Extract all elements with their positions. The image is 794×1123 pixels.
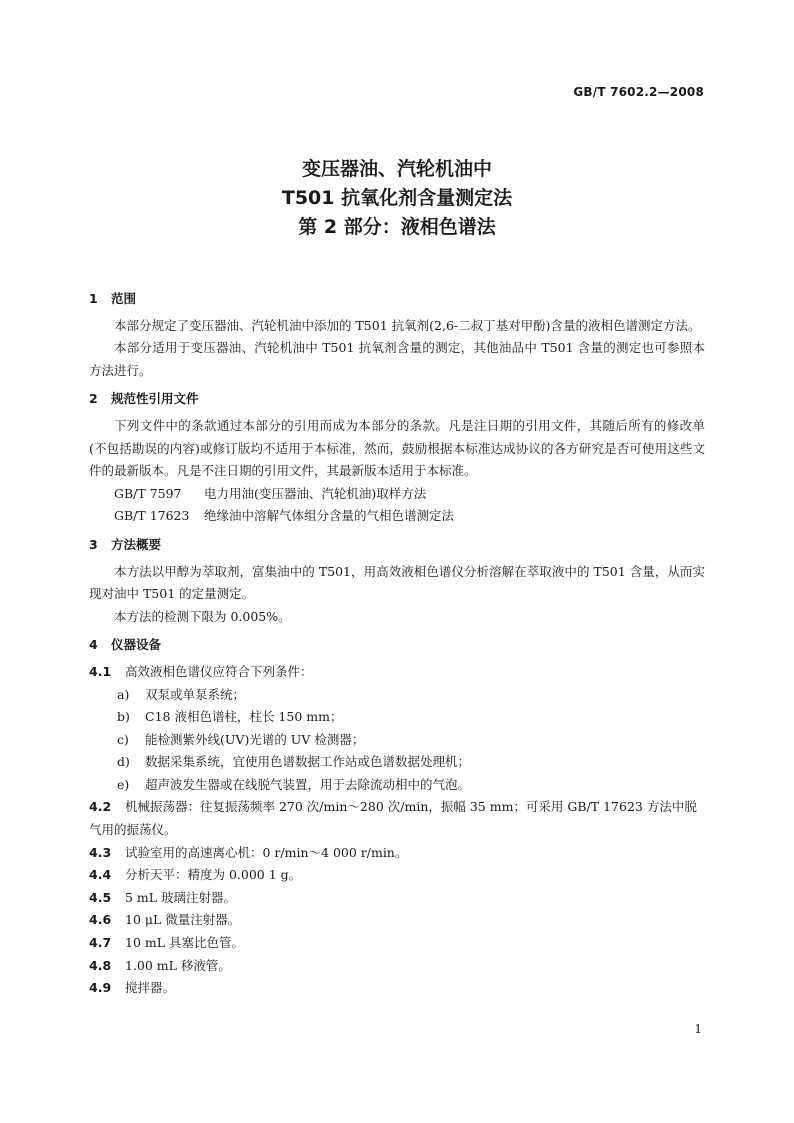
paragraph: 本方法的检测下限为 0.005%。	[114, 608, 291, 624]
list-label: e)	[117, 776, 130, 792]
list-text: 双泵或单泵系统；	[145, 686, 246, 702]
list-text: 数据采集系统，宜使用色谱数据工作站或色谱数据处理机；	[145, 754, 471, 770]
section-title: 仪器设备	[111, 637, 162, 653]
reference-code: GB/T 7597	[114, 485, 182, 501]
clause-item	[89, 842, 705, 865]
section-number: 1	[89, 291, 98, 306]
clause-number: 4.9	[89, 980, 112, 996]
clause-item	[89, 661, 705, 684]
reference-item	[89, 505, 705, 528]
clause-number: 4.2	[89, 799, 112, 815]
section-title: 规范性引用文件	[111, 391, 199, 407]
list-item	[89, 729, 705, 752]
list-item	[89, 684, 705, 707]
clause-item	[89, 977, 705, 1000]
clause-text: 分析天平：精度为 0.000 1 g。	[125, 867, 302, 883]
clause-number: 4.7	[89, 935, 112, 951]
paragraph: 下列文件中的条款通过本部分的引用而成为本部分的条款。凡是注日期的引用文件，其随后所有的修改单(不包括勘误的内容)或修订版均不适用于本标准，然而，鼓励根据本标准达成协议的各方研究是否可使用这些文件的最新版本。凡是不注日期的引用文件，其最新版本适用于本标准。	[89, 417, 705, 479]
reference-title: 绝缘油中溶解气体组分含量的气相色谱测定法	[204, 508, 455, 524]
clause-item	[89, 796, 705, 841]
clause-text: 机械振荡器：往复振荡频率 270 次/min～280 次/min，振幅 35 mm；可采用 GB/T 17623 方法中脱气用的振荡仪。	[89, 799, 697, 838]
clause-item	[89, 887, 705, 910]
title-line-1: 变压器油、汽轮机油中	[301, 158, 492, 180]
clause-item	[89, 932, 705, 955]
list-text: 超声波发生器或在线脱气装置，用于去除流动相中的气泡。	[145, 776, 471, 792]
list-label: d)	[117, 754, 130, 770]
section-number: 3	[89, 536, 98, 552]
section-title: 方法概要	[111, 536, 162, 552]
reference-title: 电力用油(变压器油、汽轮机油)取样方法	[204, 485, 427, 501]
title-line-2: T501 抗氧化剂含量测定法	[281, 187, 513, 209]
clause-item	[89, 955, 705, 978]
title-line-3: 第 2 部分：液相色谱法	[298, 216, 496, 238]
section-number: 2	[89, 391, 98, 407]
section-4-heading	[89, 634, 705, 657]
list-label: b)	[117, 709, 130, 725]
clause-number: 4.1	[89, 663, 112, 679]
section-3-heading	[89, 534, 705, 557]
clause-text: 试验室用的高速离心机：0 r/min～4 000 r/min。	[125, 844, 408, 860]
paragraph: 本部分适用于变压器油、汽轮机油中 T501 抗氧剂含量的测定，其他油品中 T501 含量的测定也可参照本方法进行。	[89, 340, 705, 378]
list-text: 能检测紫外线(UV)光谱的 UV 检测器；	[145, 731, 365, 747]
clause-number: 4.8	[89, 957, 112, 973]
clause-item	[89, 909, 705, 932]
clause-number: 4.6	[89, 912, 112, 928]
clause-text: 10 μL 微量注射器。	[125, 912, 241, 928]
clause-number: 4.4	[89, 867, 112, 883]
reference-code: GB/T 17623	[114, 508, 190, 524]
page-number: 1	[694, 1022, 702, 1036]
section-title: 范围	[111, 291, 137, 306]
section-1-heading	[89, 288, 705, 311]
clause-text: 搅拌器。	[125, 980, 176, 996]
list-item	[89, 751, 705, 774]
clause-item	[89, 864, 705, 887]
paragraph: 本部分规定了变压器油、汽轮机油中添加的 T501 抗氧剂(2,6-二叔丁基对甲酚)含量的液相色谱测定方法。	[114, 317, 701, 333]
clause-text: 10 mL 具塞比色管。	[125, 935, 245, 951]
list-label: a)	[117, 686, 130, 702]
list-item	[89, 706, 705, 729]
standard-code: GB/T 7602.2—2008	[573, 85, 704, 99]
section-number: 4	[89, 637, 98, 653]
document-body	[89, 288, 705, 1000]
clause-number: 4.3	[89, 844, 112, 860]
list-text: C18 液相色谱柱，柱长 150 mm；	[145, 709, 343, 725]
section-2-heading	[89, 388, 705, 411]
reference-item	[89, 483, 705, 506]
document-title	[0, 155, 794, 242]
clause-text: 1.00 mL 移液管。	[125, 957, 231, 973]
list-label: c)	[117, 731, 129, 747]
clause-text: 高效液相色谱仪应符合下列条件：	[125, 663, 313, 679]
list-item	[89, 774, 705, 797]
clause-number: 4.5	[89, 889, 112, 905]
clause-text: 5 mL 玻璃注射器。	[125, 889, 237, 905]
paragraph: 本方法以甲醇为萃取剂，富集油中的 T501，用高效液相色谱仪分析溶解在萃取液中的 T501 含量，从而实现对油中 T501 的定量测定。	[89, 563, 705, 602]
